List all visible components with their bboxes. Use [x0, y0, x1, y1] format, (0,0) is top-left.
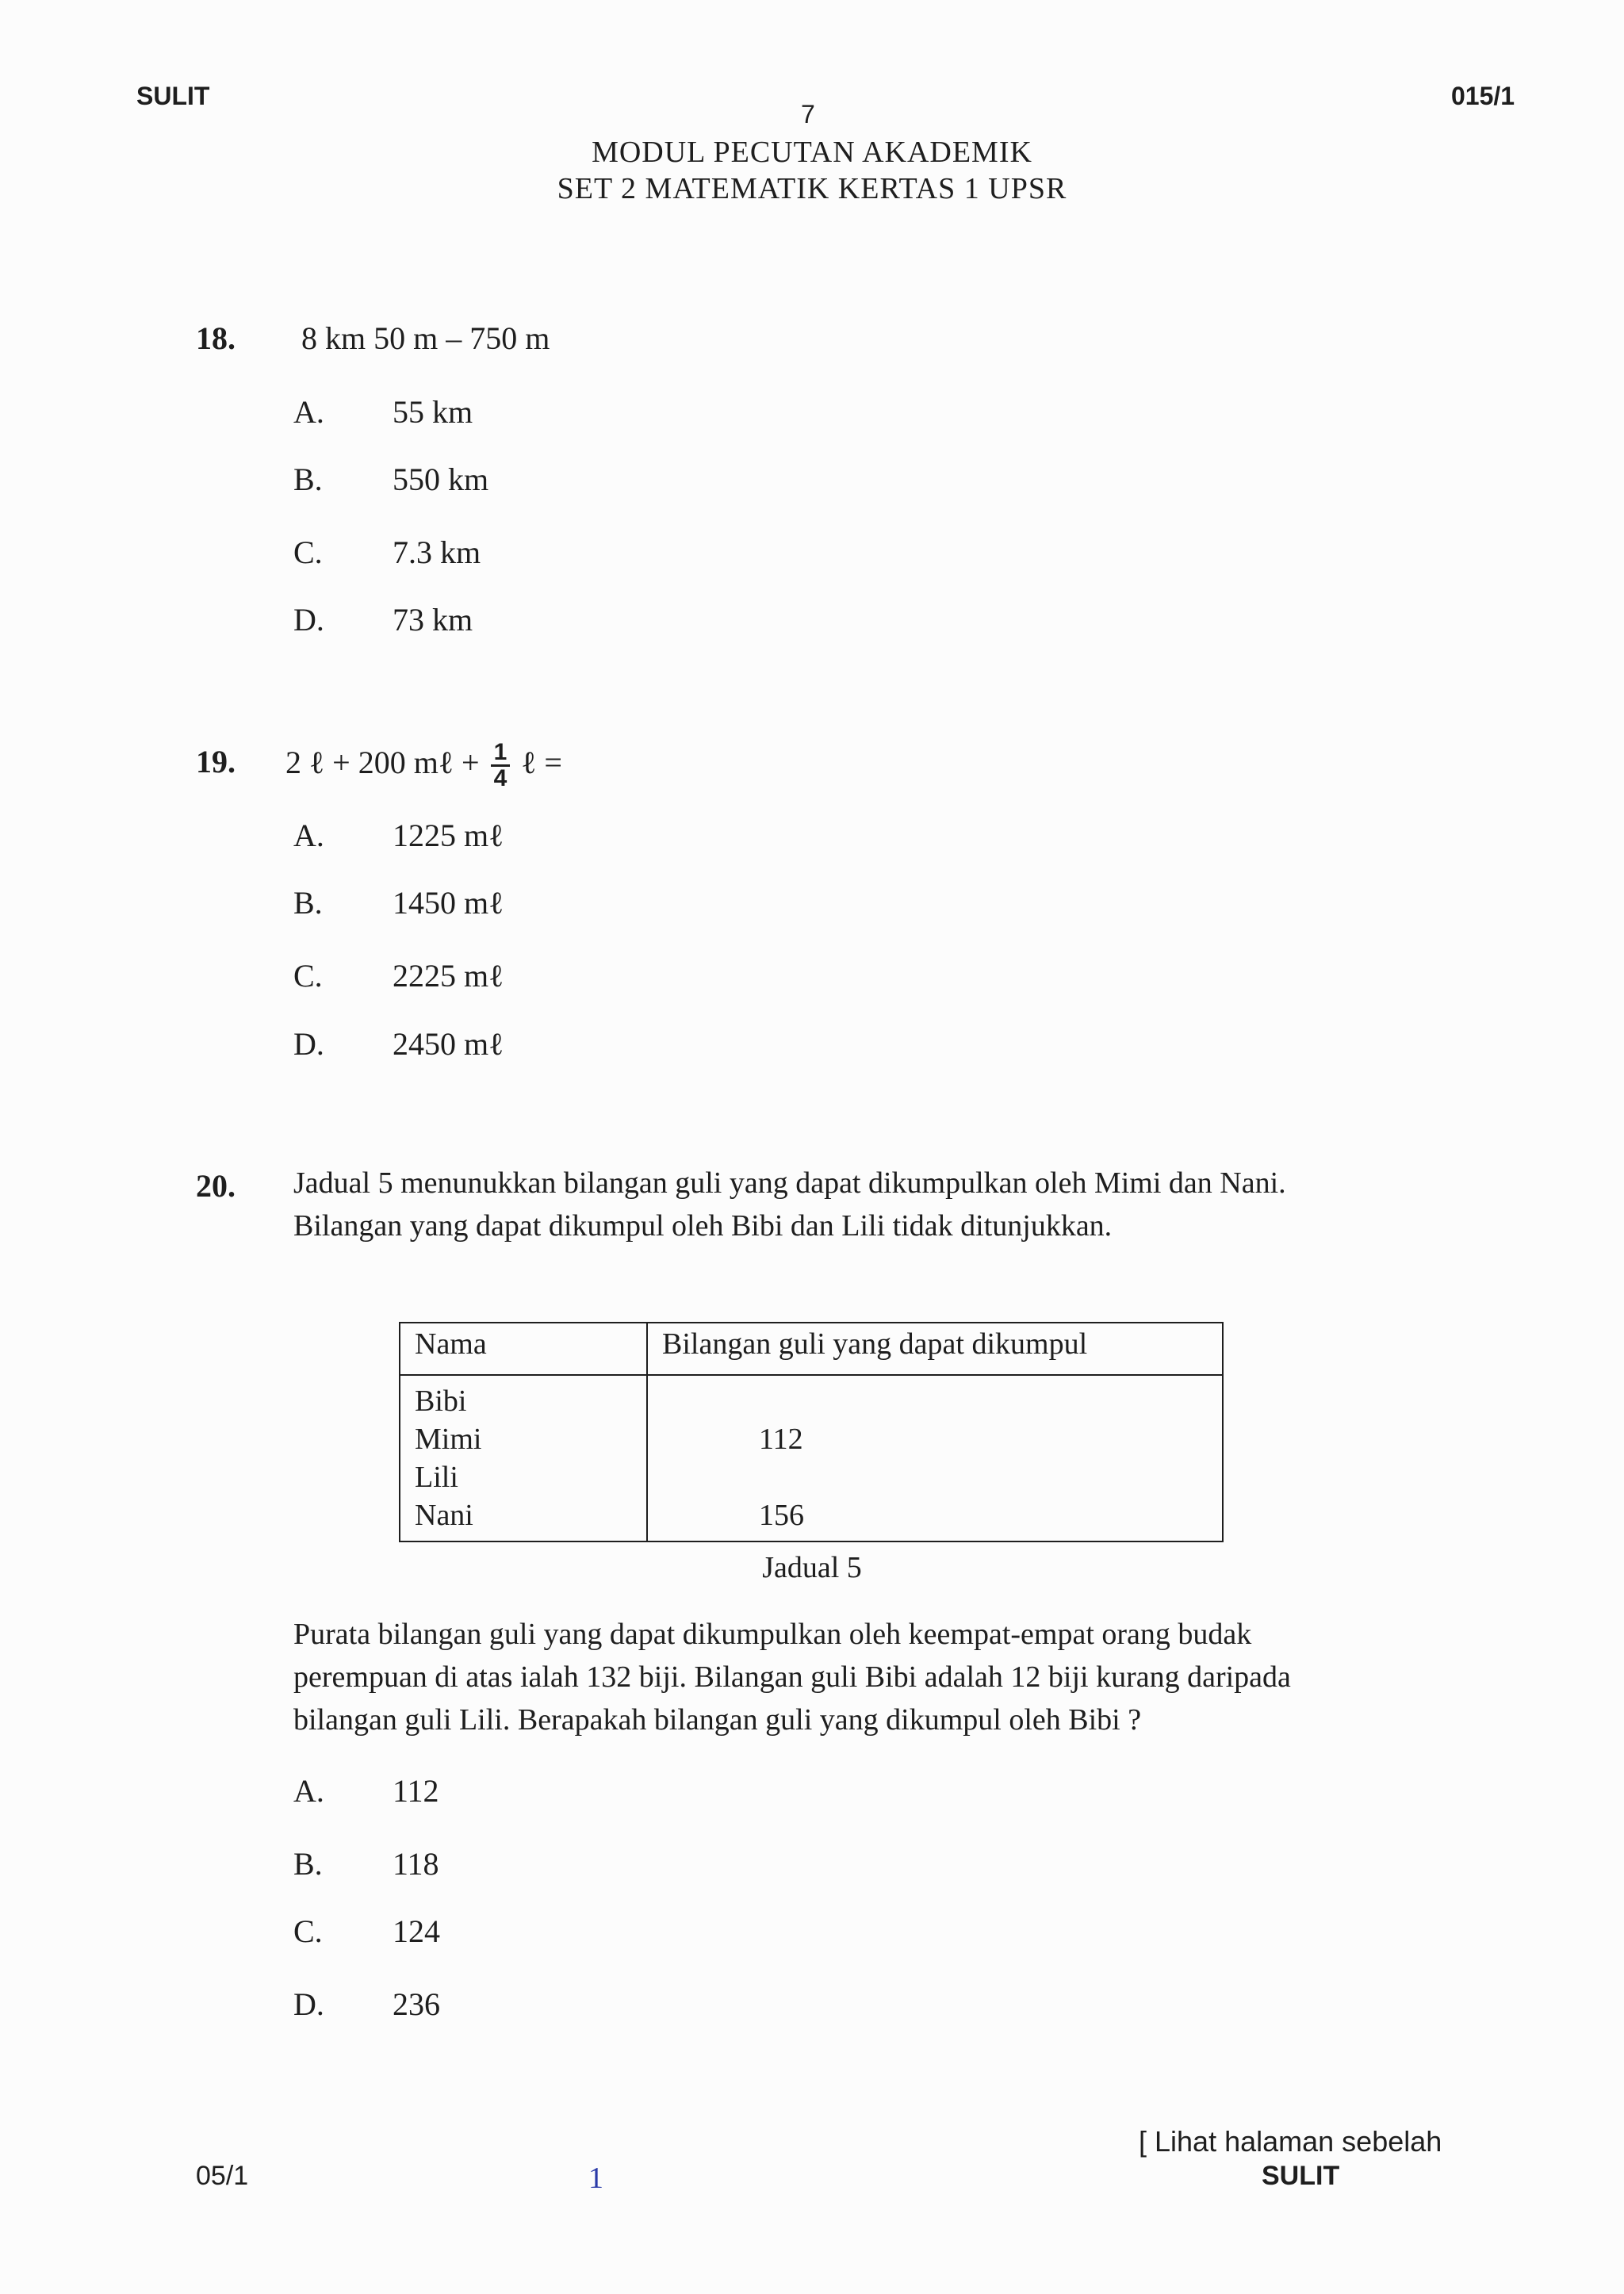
count-cell: 112: [759, 1423, 803, 1456]
table-caption: Jadual 5: [762, 1551, 862, 1584]
question-stem: [285, 737, 562, 791]
name-cell: Lili: [415, 1461, 458, 1494]
option-value: 112: [393, 1773, 439, 1809]
option-label: B.: [293, 885, 323, 921]
option-label: D.: [293, 1026, 324, 1062]
option-label: C.: [293, 534, 323, 570]
footer-classification: SULIT: [1262, 2161, 1340, 2191]
option-value: 55 km: [393, 394, 473, 430]
column-header-count: Bilangan guli yang dapat dikumpul: [647, 1323, 1223, 1375]
table-header-row: [400, 1323, 1223, 1375]
footer-paper-code: 05/1: [196, 2161, 249, 2191]
option-label: A.: [293, 1773, 324, 1809]
page-subtitle: SET 2 MATEMATIK KERTAS 1 UPSR: [557, 172, 1067, 205]
option-value: 73 km: [393, 602, 473, 638]
question-paragraph-line: bilangan guli Lili. Berapakah bilangan guli yang dikumpul oleh Bibi ?: [293, 1703, 1142, 1737]
question-number: 20.: [196, 1168, 236, 1204]
option-value: 2225 mℓ: [393, 958, 504, 994]
question-number: 18.: [196, 320, 236, 356]
question-intro-line: Jadual 5 menunukkan bilangan guli yang dapat dikumpulkan oleh Mimi dan Nani.: [293, 1166, 1286, 1200]
option-label: C.: [293, 958, 323, 994]
option-value: 118: [393, 1846, 439, 1882]
option-label: A.: [293, 394, 324, 430]
question-paragraph-line: perempuan di atas ialah 132 biji. Bilangan guli Bibi adalah 12 biji kurang daripada: [293, 1660, 1291, 1694]
fraction-denominator: 4: [493, 765, 508, 792]
count-cell: 156: [759, 1499, 804, 1532]
question-intro-line: Bilangan yang dapat dikumpul oleh Bibi dan Lili tidak ditunjukkan.: [293, 1209, 1113, 1243]
option-value: 124: [393, 1913, 440, 1949]
stem-text-before: 2 ℓ + 200 mℓ +: [285, 745, 480, 780]
option-value: 236: [393, 1986, 440, 2022]
header-paper-code: 015/1: [1451, 82, 1515, 110]
question-number: 19.: [196, 744, 236, 779]
see-next-page-note: [ Lihat halaman sebelah: [1139, 2125, 1442, 2158]
counts-cell: [647, 1375, 1223, 1541]
option-label: C.: [293, 1913, 323, 1949]
option-value: 1450 mℓ: [393, 885, 504, 921]
marbles-table: [399, 1322, 1224, 1542]
count-cell: [648, 1382, 1222, 1420]
header-classification: SULIT: [136, 82, 210, 110]
footer-page-number: 1: [588, 2162, 603, 2195]
name-cell: Mimi: [415, 1423, 482, 1456]
option-label: D.: [293, 1986, 324, 2022]
column-header-name: Nama: [400, 1323, 647, 1375]
fraction-numerator: 1: [491, 741, 511, 767]
stem-text-after: ℓ =: [521, 745, 562, 780]
count-cell: [648, 1458, 1222, 1496]
option-label: A.: [293, 818, 324, 853]
option-label: D.: [293, 602, 324, 638]
option-value: 1225 mℓ: [393, 818, 504, 853]
question-paragraph-line: Purata bilangan guli yang dapat dikumpulkan oleh keempat-empat orang budak: [293, 1618, 1252, 1651]
page-number: 7: [801, 100, 815, 128]
option-label: B.: [293, 461, 323, 497]
question-stem: 8 km 50 m – 750 m: [301, 320, 550, 356]
table-row: [400, 1375, 1223, 1541]
option-label: B.: [293, 1846, 323, 1882]
fraction-one-quarter: [491, 741, 511, 791]
name-cell: Bibi: [415, 1384, 467, 1418]
option-value: 550 km: [393, 461, 489, 497]
option-value: 7.3 km: [393, 534, 481, 570]
name-cell: Nani: [415, 1499, 473, 1532]
option-value: 2450 mℓ: [393, 1026, 504, 1062]
names-cell: [400, 1375, 647, 1541]
page-title: MODUL PECUTAN AKADEMIK: [592, 136, 1032, 169]
